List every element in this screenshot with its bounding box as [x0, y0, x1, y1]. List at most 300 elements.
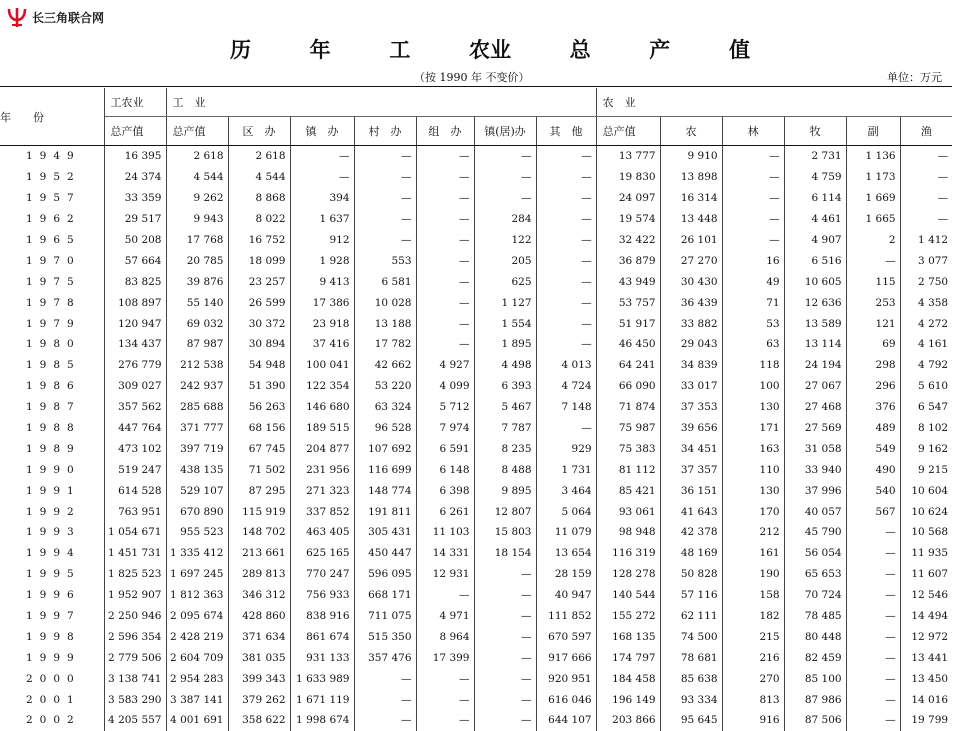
site-name: 长三角联合网 — [32, 10, 105, 25]
value-cell: 28 159 — [536, 564, 596, 585]
value-cell: 519 247 — [104, 459, 166, 480]
value-cell: 33 940 — [784, 459, 846, 480]
value-cell: 56 054 — [784, 543, 846, 564]
value-cell: 36 439 — [660, 292, 722, 313]
value-cell: 53 757 — [596, 292, 660, 313]
value-cell: 130 — [722, 480, 784, 501]
year-cell: 1949 — [0, 146, 104, 167]
year-cell: 1957 — [0, 188, 104, 209]
value-cell: 36 879 — [596, 250, 660, 271]
year-cell: 1998 — [0, 626, 104, 647]
value-cell: — — [474, 167, 536, 188]
value-cell: 276 779 — [104, 355, 166, 376]
title-char: 年 — [309, 37, 331, 62]
value-cell: — — [722, 188, 784, 209]
value-cell: 212 — [722, 522, 784, 543]
value-cell: — — [536, 250, 596, 271]
value-cell: 71 502 — [228, 459, 290, 480]
title-char: 总 — [569, 37, 591, 62]
value-cell: — — [416, 313, 474, 334]
value-cell: 296 — [846, 376, 900, 397]
value-cell: 16 395 — [104, 146, 166, 167]
site-logo — [6, 6, 104, 28]
value-cell: 32 422 — [596, 230, 660, 251]
value-cell: 190 — [722, 564, 784, 585]
output-value-table — [0, 88, 952, 731]
year-cell: 1975 — [0, 271, 104, 292]
value-cell: 5 712 — [416, 397, 474, 418]
value-cell: 567 — [846, 501, 900, 522]
value-cell: 9 262 — [166, 188, 228, 209]
table-row — [0, 459, 952, 480]
value-cell: 51 390 — [228, 376, 290, 397]
value-cell: 10 604 — [911, 484, 949, 497]
value-cell: 108 897 — [104, 292, 166, 313]
value-cell: 4 498 — [474, 355, 536, 376]
value-cell: 358 622 — [228, 710, 290, 731]
value-cell: 770 247 — [290, 564, 354, 585]
year-cell: 1965 — [0, 230, 104, 251]
value-cell: 70 724 — [784, 585, 846, 606]
value-cell: 625 — [474, 271, 536, 292]
value-cell: 81 112 — [596, 459, 660, 480]
value-cell: — — [536, 167, 596, 188]
value-cell: 4 001 691 — [166, 710, 228, 731]
value-cell: 87 986 — [784, 689, 846, 710]
value-cell: 111 852 — [536, 606, 596, 627]
value-cell: 78 485 — [784, 606, 846, 627]
table-row — [0, 355, 952, 376]
column-header: 渔 — [900, 117, 952, 146]
value-cell: 3 583 290 — [104, 689, 166, 710]
value-cell: 204 877 — [290, 438, 354, 459]
value-cell: 75 383 — [596, 438, 660, 459]
value-cell: 40 057 — [784, 501, 846, 522]
column-header: 总产值 — [166, 117, 228, 146]
value-cell: 1 335 412 — [166, 543, 228, 564]
value-cell: 29 517 — [104, 209, 166, 230]
value-cell: — — [354, 668, 416, 689]
value-cell: 490 — [846, 459, 900, 480]
value-cell: 4 099 — [416, 376, 474, 397]
value-cell: 148 702 — [228, 522, 290, 543]
value-cell: 71 — [722, 292, 784, 313]
year-cell: 1970 — [0, 250, 104, 271]
value-cell: 381 035 — [228, 647, 290, 668]
value-cell: 8 488 — [474, 459, 536, 480]
value-cell: 69 032 — [166, 313, 228, 334]
value-cell: 298 — [846, 355, 900, 376]
value-cell: 215 — [722, 626, 784, 647]
value-cell: 184 458 — [596, 668, 660, 689]
value-cell: — — [354, 167, 416, 188]
value-cell: 1 412 — [918, 234, 949, 246]
column-header: 镇(居)办 — [474, 117, 536, 146]
value-cell: — — [536, 188, 596, 209]
value-cell: 205 — [474, 250, 536, 271]
value-cell: 711 075 — [354, 606, 416, 627]
column-header: 总产值 — [596, 117, 660, 146]
year-header: 年 份 — [0, 88, 104, 146]
title-char: 工 — [389, 37, 411, 62]
value-cell: — — [722, 230, 784, 251]
column-header: 牧 — [784, 117, 846, 146]
year-cell: 1995 — [0, 564, 104, 585]
value-cell: 917 666 — [536, 647, 596, 668]
value-cell: 40 947 — [536, 585, 596, 606]
value-cell: 63 — [722, 334, 784, 355]
value-cell: 134 437 — [104, 334, 166, 355]
table-row — [0, 438, 952, 459]
value-cell: 6 148 — [416, 459, 474, 480]
value-cell: 80 448 — [784, 626, 846, 647]
value-cell: 4 544 — [166, 167, 228, 188]
year-cell: 1985 — [0, 355, 104, 376]
value-cell: 549 — [846, 438, 900, 459]
value-cell: 140 544 — [596, 585, 660, 606]
value-cell: — — [416, 167, 474, 188]
value-cell: 82 459 — [784, 647, 846, 668]
value-cell: — — [536, 271, 596, 292]
value-cell: — — [416, 250, 474, 271]
top-rule — [0, 86, 952, 87]
value-cell: 9 895 — [474, 480, 536, 501]
year-cell: 1999 — [0, 647, 104, 668]
value-cell: 285 688 — [166, 397, 228, 418]
value-cell: — — [416, 585, 474, 606]
table-row — [0, 209, 952, 230]
value-cell: 13 441 — [911, 651, 949, 664]
value-cell: 65 653 — [784, 564, 846, 585]
value-cell: 85 421 — [596, 480, 660, 501]
value-cell: 13 188 — [354, 313, 416, 334]
column-header: 副 — [846, 117, 900, 146]
value-cell: 644 107 — [536, 710, 596, 731]
value-cell: 399 343 — [228, 668, 290, 689]
value-cell: — — [937, 192, 949, 205]
year-cell: 2002 — [0, 710, 104, 731]
column-header: 其 他 — [536, 117, 596, 146]
value-cell: — — [354, 209, 416, 230]
title-char: 值 — [728, 37, 750, 62]
value-cell: 596 095 — [354, 564, 416, 585]
value-cell: — — [474, 647, 536, 668]
value-cell: — — [416, 271, 474, 292]
value-cell: — — [536, 313, 596, 334]
value-cell: — — [846, 543, 900, 564]
value-cell: 24 374 — [104, 167, 166, 188]
value-cell: 62 111 — [660, 606, 722, 627]
value-cell: 42 662 — [354, 355, 416, 376]
year-cell: 1988 — [0, 418, 104, 439]
value-cell: 4 724 — [536, 376, 596, 397]
value-cell: 8 102 — [918, 422, 949, 435]
value-cell: 6 591 — [416, 438, 474, 459]
year-cell: 1994 — [0, 543, 104, 564]
unit-label: 单位：万元 — [887, 71, 942, 84]
value-cell: 87 506 — [784, 710, 846, 731]
value-cell: 270 — [722, 668, 784, 689]
value-cell: — — [354, 230, 416, 251]
value-cell: 75 987 — [596, 418, 660, 439]
value-cell: 231 956 — [290, 459, 354, 480]
value-cell: — — [416, 146, 474, 167]
value-cell: 98 948 — [596, 522, 660, 543]
value-cell: 213 661 — [228, 543, 290, 564]
value-cell: 4 907 — [784, 230, 846, 251]
value-cell: 929 — [536, 438, 596, 459]
column-header: 组 办 — [416, 117, 474, 146]
value-cell: 110 — [722, 459, 784, 480]
value-cell: 2 750 — [918, 275, 949, 288]
value-cell: 13 777 — [596, 146, 660, 167]
value-cell: 3 387 141 — [166, 689, 228, 710]
value-cell: 170 — [722, 501, 784, 522]
value-cell: — — [722, 209, 784, 230]
value-cell: 1 812 363 — [166, 585, 228, 606]
value-cell: 916 — [722, 710, 784, 731]
table-row — [0, 689, 952, 710]
value-cell: 371 777 — [166, 418, 228, 439]
value-cell: 309 027 — [104, 376, 166, 397]
column-header: 农 — [660, 117, 722, 146]
value-cell: 116 319 — [596, 543, 660, 564]
table-row — [0, 668, 952, 689]
value-cell: 30 894 — [228, 334, 290, 355]
value-cell: 253 — [846, 292, 900, 313]
value-cell: 289 813 — [228, 564, 290, 585]
value-cell: — — [416, 710, 474, 731]
table-row — [0, 585, 952, 606]
value-cell: 1 127 — [474, 292, 536, 313]
value-cell: — — [937, 150, 949, 163]
table-row — [0, 606, 952, 627]
value-cell: 37 996 — [784, 480, 846, 501]
value-cell: 15 803 — [474, 522, 536, 543]
value-cell: — — [846, 647, 900, 668]
value-cell: — — [937, 171, 949, 184]
value-cell: 9 943 — [166, 209, 228, 230]
value-cell: 27 067 — [784, 376, 846, 397]
value-cell: 163 — [722, 438, 784, 459]
value-cell: 861 674 — [290, 626, 354, 647]
year-cell: 1986 — [0, 376, 104, 397]
year-cell: 1979 — [0, 313, 104, 334]
value-cell: 2 095 674 — [166, 606, 228, 627]
value-cell: 6 516 — [784, 250, 846, 271]
value-cell: 12 807 — [474, 501, 536, 522]
value-cell: 85 638 — [660, 668, 722, 689]
value-cell: 614 528 — [104, 480, 166, 501]
value-cell: 670 597 — [536, 626, 596, 647]
value-cell: — — [536, 146, 596, 167]
value-cell: 4 759 — [784, 167, 846, 188]
value-cell: 148 774 — [354, 480, 416, 501]
value-cell: 8 022 — [228, 209, 290, 230]
value-cell: — — [474, 626, 536, 647]
value-cell: 122 354 — [290, 376, 354, 397]
value-cell: 1 665 — [846, 209, 900, 230]
trident-logo-icon — [6, 6, 28, 28]
value-cell: 428 860 — [228, 606, 290, 627]
value-cell: 212 538 — [166, 355, 228, 376]
value-cell: 34 451 — [660, 438, 722, 459]
table-row — [0, 188, 952, 209]
value-cell: 27 468 — [784, 397, 846, 418]
table-row — [0, 313, 952, 334]
value-cell: 670 890 — [166, 501, 228, 522]
value-cell: 920 951 — [536, 668, 596, 689]
value-cell: 100 — [722, 376, 784, 397]
table-row — [0, 167, 952, 188]
value-cell: 1 895 — [474, 334, 536, 355]
value-cell: — — [846, 668, 900, 689]
value-cell: 83 825 — [104, 271, 166, 292]
year-cell: 1978 — [0, 292, 104, 313]
value-cell: 107 692 — [354, 438, 416, 459]
value-cell: — — [846, 585, 900, 606]
column-header: 总产值 — [104, 117, 166, 146]
value-cell: 1 952 907 — [104, 585, 166, 606]
value-cell: — — [416, 668, 474, 689]
value-cell: 4 205 557 — [104, 710, 166, 731]
value-cell: 242 937 — [166, 376, 228, 397]
value-cell: — — [722, 146, 784, 167]
value-cell: 5 467 — [474, 397, 536, 418]
value-cell: 2 — [846, 230, 900, 251]
value-cell: — — [354, 188, 416, 209]
value-cell: 16 314 — [660, 188, 722, 209]
year-cell: 1962 — [0, 209, 104, 230]
value-cell: 379 262 — [228, 689, 290, 710]
year-cell: 1989 — [0, 438, 104, 459]
value-cell: 529 107 — [166, 480, 228, 501]
value-cell: 3 464 — [536, 480, 596, 501]
value-cell: 174 797 — [596, 647, 660, 668]
value-cell: 12 931 — [416, 564, 474, 585]
value-cell: 9 413 — [290, 271, 354, 292]
value-cell: — — [536, 292, 596, 313]
value-cell: 2 596 354 — [104, 626, 166, 647]
value-cell: 55 140 — [166, 292, 228, 313]
table-row — [0, 271, 952, 292]
year-cell: 2001 — [0, 689, 104, 710]
value-cell: — — [416, 230, 474, 251]
value-cell: 46 450 — [596, 334, 660, 355]
value-cell: 10 605 — [784, 271, 846, 292]
value-cell: 115 919 — [228, 501, 290, 522]
value-cell: — — [416, 292, 474, 313]
value-cell: — — [937, 213, 949, 226]
value-cell: 216 — [722, 647, 784, 668]
value-cell: 33 359 — [104, 188, 166, 209]
value-cell: 1 928 — [290, 250, 354, 271]
value-cell: 161 — [722, 543, 784, 564]
value-cell: 7 787 — [474, 418, 536, 439]
value-cell: 6 398 — [416, 480, 474, 501]
value-cell: — — [846, 710, 900, 731]
value-cell: 37 416 — [290, 334, 354, 355]
value-cell: 8 868 — [228, 188, 290, 209]
value-cell: 463 405 — [290, 522, 354, 543]
year-cell: 2000 — [0, 668, 104, 689]
value-cell: 23 918 — [290, 313, 354, 334]
value-cell: 23 257 — [228, 271, 290, 292]
value-cell: 33 017 — [660, 376, 722, 397]
value-cell: 376 — [846, 397, 900, 418]
value-cell: 10 028 — [354, 292, 416, 313]
value-cell: 189 515 — [290, 418, 354, 439]
value-cell: 93 334 — [660, 689, 722, 710]
value-cell: 473 102 — [104, 438, 166, 459]
value-cell: 29 043 — [660, 334, 722, 355]
value-cell: 912 — [290, 230, 354, 251]
value-cell: 24 194 — [784, 355, 846, 376]
value-cell: — — [536, 209, 596, 230]
value-cell: 13 898 — [660, 167, 722, 188]
table-row — [0, 543, 952, 564]
value-cell: 3 138 741 — [104, 668, 166, 689]
year-cell: 1992 — [0, 501, 104, 522]
value-cell: 7 148 — [536, 397, 596, 418]
value-cell: 67 745 — [228, 438, 290, 459]
value-cell: 1 633 989 — [290, 668, 354, 689]
value-cell: 838 916 — [290, 606, 354, 627]
value-cell: 87 987 — [166, 334, 228, 355]
value-cell: 6 261 — [416, 501, 474, 522]
table-row — [0, 376, 952, 397]
value-cell: 95 645 — [660, 710, 722, 731]
value-cell: 4 927 — [416, 355, 474, 376]
value-cell: 48 169 — [660, 543, 722, 564]
value-cell: 16 — [722, 250, 784, 271]
value-cell: 11 935 — [911, 547, 949, 560]
value-cell: — — [722, 167, 784, 188]
column-header: 区 办 — [228, 117, 290, 146]
value-cell: 49 — [722, 271, 784, 292]
value-cell: 19 799 — [911, 714, 949, 727]
value-cell: 4 461 — [784, 209, 846, 230]
value-cell: 6 581 — [354, 271, 416, 292]
value-cell: 20 785 — [166, 250, 228, 271]
value-cell: 17 768 — [166, 230, 228, 251]
value-cell: — — [474, 188, 536, 209]
value-cell: 4 358 — [918, 296, 949, 309]
value-cell: 191 811 — [354, 501, 416, 522]
value-cell: 118 — [722, 355, 784, 376]
value-cell: — — [474, 689, 536, 710]
value-cell: 337 852 — [290, 501, 354, 522]
value-cell: 71 874 — [596, 397, 660, 418]
value-cell: 74 500 — [660, 626, 722, 647]
value-cell: 13 589 — [784, 313, 846, 334]
table-row — [0, 501, 952, 522]
value-cell: 63 324 — [354, 397, 416, 418]
value-cell: 39 656 — [660, 418, 722, 439]
value-cell: 37 353 — [660, 397, 722, 418]
value-cell: 122 — [474, 230, 536, 251]
value-cell: 182 — [722, 606, 784, 627]
value-cell: — — [846, 689, 900, 710]
value-cell: — — [416, 188, 474, 209]
table-row — [0, 418, 952, 439]
value-cell: 16 752 — [228, 230, 290, 251]
value-cell: 43 949 — [596, 271, 660, 292]
value-cell: 2 618 — [228, 146, 290, 167]
value-cell: 2 604 709 — [166, 647, 228, 668]
value-cell: 155 272 — [596, 606, 660, 627]
value-cell: 11 079 — [536, 522, 596, 543]
